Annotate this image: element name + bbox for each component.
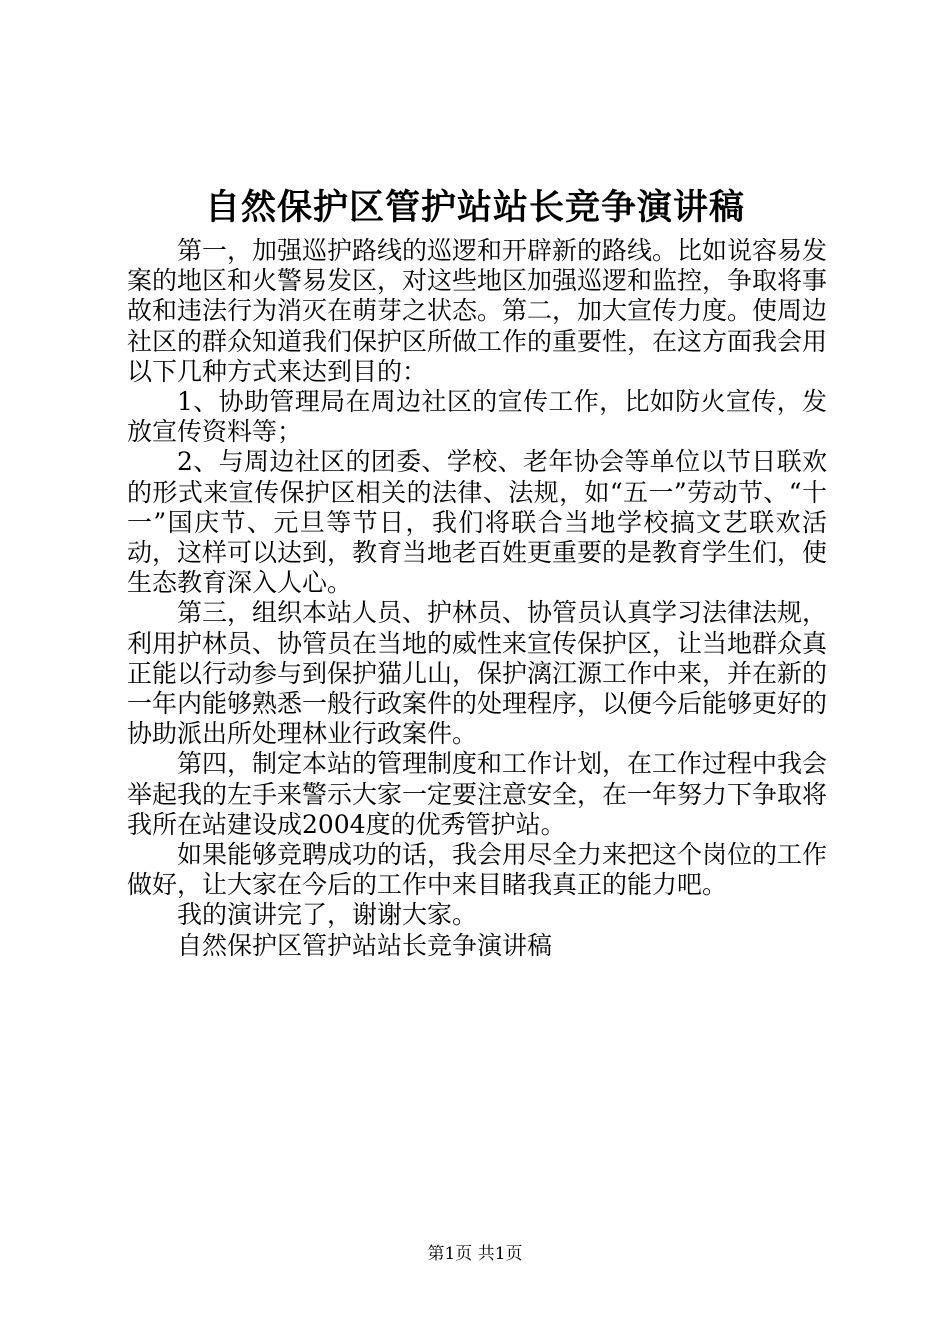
document-title: 自然保护区管护站站长竞争演讲稿 <box>204 187 745 228</box>
paragraph-closing: 如果能够竞聘成功的话，我会用尽全力来把这个岗位的工作做好，让大家在今后的工作中来目睹我真正的能力吧。 <box>127 840 828 900</box>
paragraph-title-repeat: 自然保护区管护站站长竞争演讲稿 <box>177 930 553 960</box>
paragraph-first-second: 第一，加强巡护路线的巡逻和开辟新的路线。比如说容易发案的地区和火警易发区，对这些地区加强巡逻和监控，争取将事故和违法行为消灭在萌芽之状态。第二，加大宣传力度。使周边社区的群众知道我们保护区所做工作的重要性，在这方面我会用以下几种方式来达到目的： <box>127 236 828 386</box>
page-footer: 第1页 共1页 <box>427 1244 523 1264</box>
paragraph-third: 第三，组织本站人员、护林员、协管员认真学习法律法规，利用护林员、协管员在当地的威性来宣传保护区，让当地群众真正能以行动参与到保护猫儿山，保护漓江源工作中来，并在新的一年内能够熟悉一般行政案件的处理程序，以便今后能够更好的协助派出所处理林业行政案件。 <box>127 598 828 749</box>
list-item-1: 1、协助管理局在周边社区的宣传工作，比如防火宣传，发放宣传资料等； <box>127 387 827 447</box>
document-body <box>127 236 827 961</box>
paragraph-thanks: 我的演讲完了，谢谢大家。 <box>177 900 478 930</box>
list-item-2: 2、与周边社区的团委、学校、老年协会等单位以节日联欢的形式来宣传保护区相关的法律、法规，如“五一”劳动节、“十一”国庆节、元旦等节日，我们将联合当地学校搞文艺联欢活动，这样可以达到，教育当地老百姓更重要的是教育学生们，使生态教育深入人心。 <box>127 447 828 598</box>
paragraph-fourth: 第四，制定本站的管理制度和工作计划，在工作过程中我会举起我的左手来警示大家一定要注意安全，在一年努力下争取将我所在站建设成2004度的优秀管护站。 <box>127 749 828 839</box>
